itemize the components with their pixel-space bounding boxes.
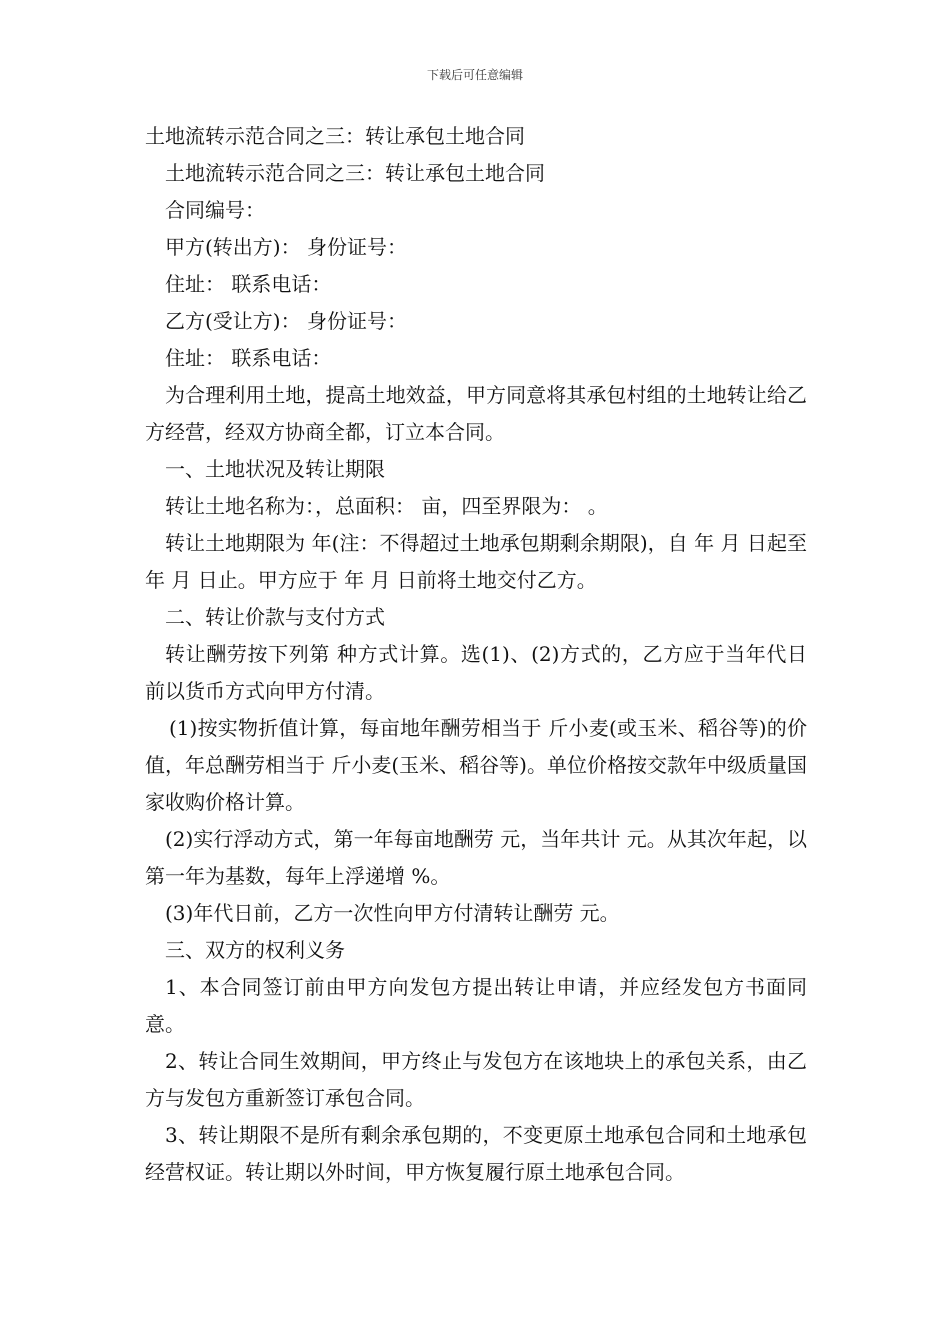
document-body — [145, 118, 807, 1191]
land-info-paragraph: 转让土地名称为：，总面积： 亩，四至界限为： 。 — [165, 494, 608, 518]
party-b-line: 乙方(受让方)： 身份证号： — [165, 309, 407, 333]
payment-option-1: (1)按实物折值计算，每亩地年酬劳相当于 斤小麦(或玉米、稻谷等)的价值，年总酬劳相当于 斤小麦(玉米、稻谷等)。单位价格按交款年中级质量国家收购价格计算。 — [145, 716, 807, 814]
section-heading-1: 一、土地状况及转让期限 — [165, 457, 385, 481]
obligation-item-2: 2、转让合同生效期间，甲方终止与发包方在该地块上的承包关系，由乙方与发包方重新签订承包合同。 — [145, 1049, 807, 1110]
party-a-line: 甲方(转出方)： 身份证号： — [165, 235, 407, 259]
payment-method-paragraph: 转让酬劳按下列第 种方式计算。选(1)、(2)方式的，乙方应于当年代日前以货币方式向甲方付清。 — [145, 642, 807, 703]
party-b-address-line: 住址： 联系电话： — [165, 346, 332, 370]
obligation-item-1: 1、本合同签订前由甲方向发包方提出转让申请，并应经发包方书面同意。 — [145, 975, 807, 1036]
document-title: 土地流转示范合同之三：转让承包土地合同 — [145, 124, 525, 148]
page-header-note: 下载后可任意编辑 — [426, 68, 523, 82]
party-a-address-line: 住址： 联系电话： — [165, 272, 332, 296]
contract-heading: 土地流转示范合同之三：转让承包土地合同 — [165, 161, 545, 185]
section-heading-3: 三、双方的权利义务 — [165, 938, 345, 962]
contract-number-field: 合同编号： — [165, 198, 265, 222]
preamble-paragraph: 为合理利用土地，提高土地效益，甲方同意将其承包村组的土地转让给乙方经营，经双方协商全都，订立本合同。 — [145, 383, 807, 444]
payment-option-3: (3)年代日前，乙方一次性向甲方付清转让酬劳 元。 — [165, 901, 620, 925]
section-heading-2: 二、转让价款与支付方式 — [165, 605, 385, 629]
obligation-item-3: 3、转让期限不是所有剩余承包期的，不变更原土地承包合同和土地承包经营权证。转让期以外时间，甲方恢复履行原土地承包合同。 — [145, 1123, 807, 1184]
payment-option-2: (2)实行浮动方式，第一年每亩地酬劳 元，当年共计 元。从其次年起，以第一年为基数，每年上浮递增 %。 — [145, 827, 807, 888]
transfer-term-paragraph: 转让土地期限为 年(注：不得超过土地承包期剩余期限)，自 年 月 日起至 年 月 日止。甲方应于 年 月 日前将土地交付乙方。 — [145, 531, 807, 592]
